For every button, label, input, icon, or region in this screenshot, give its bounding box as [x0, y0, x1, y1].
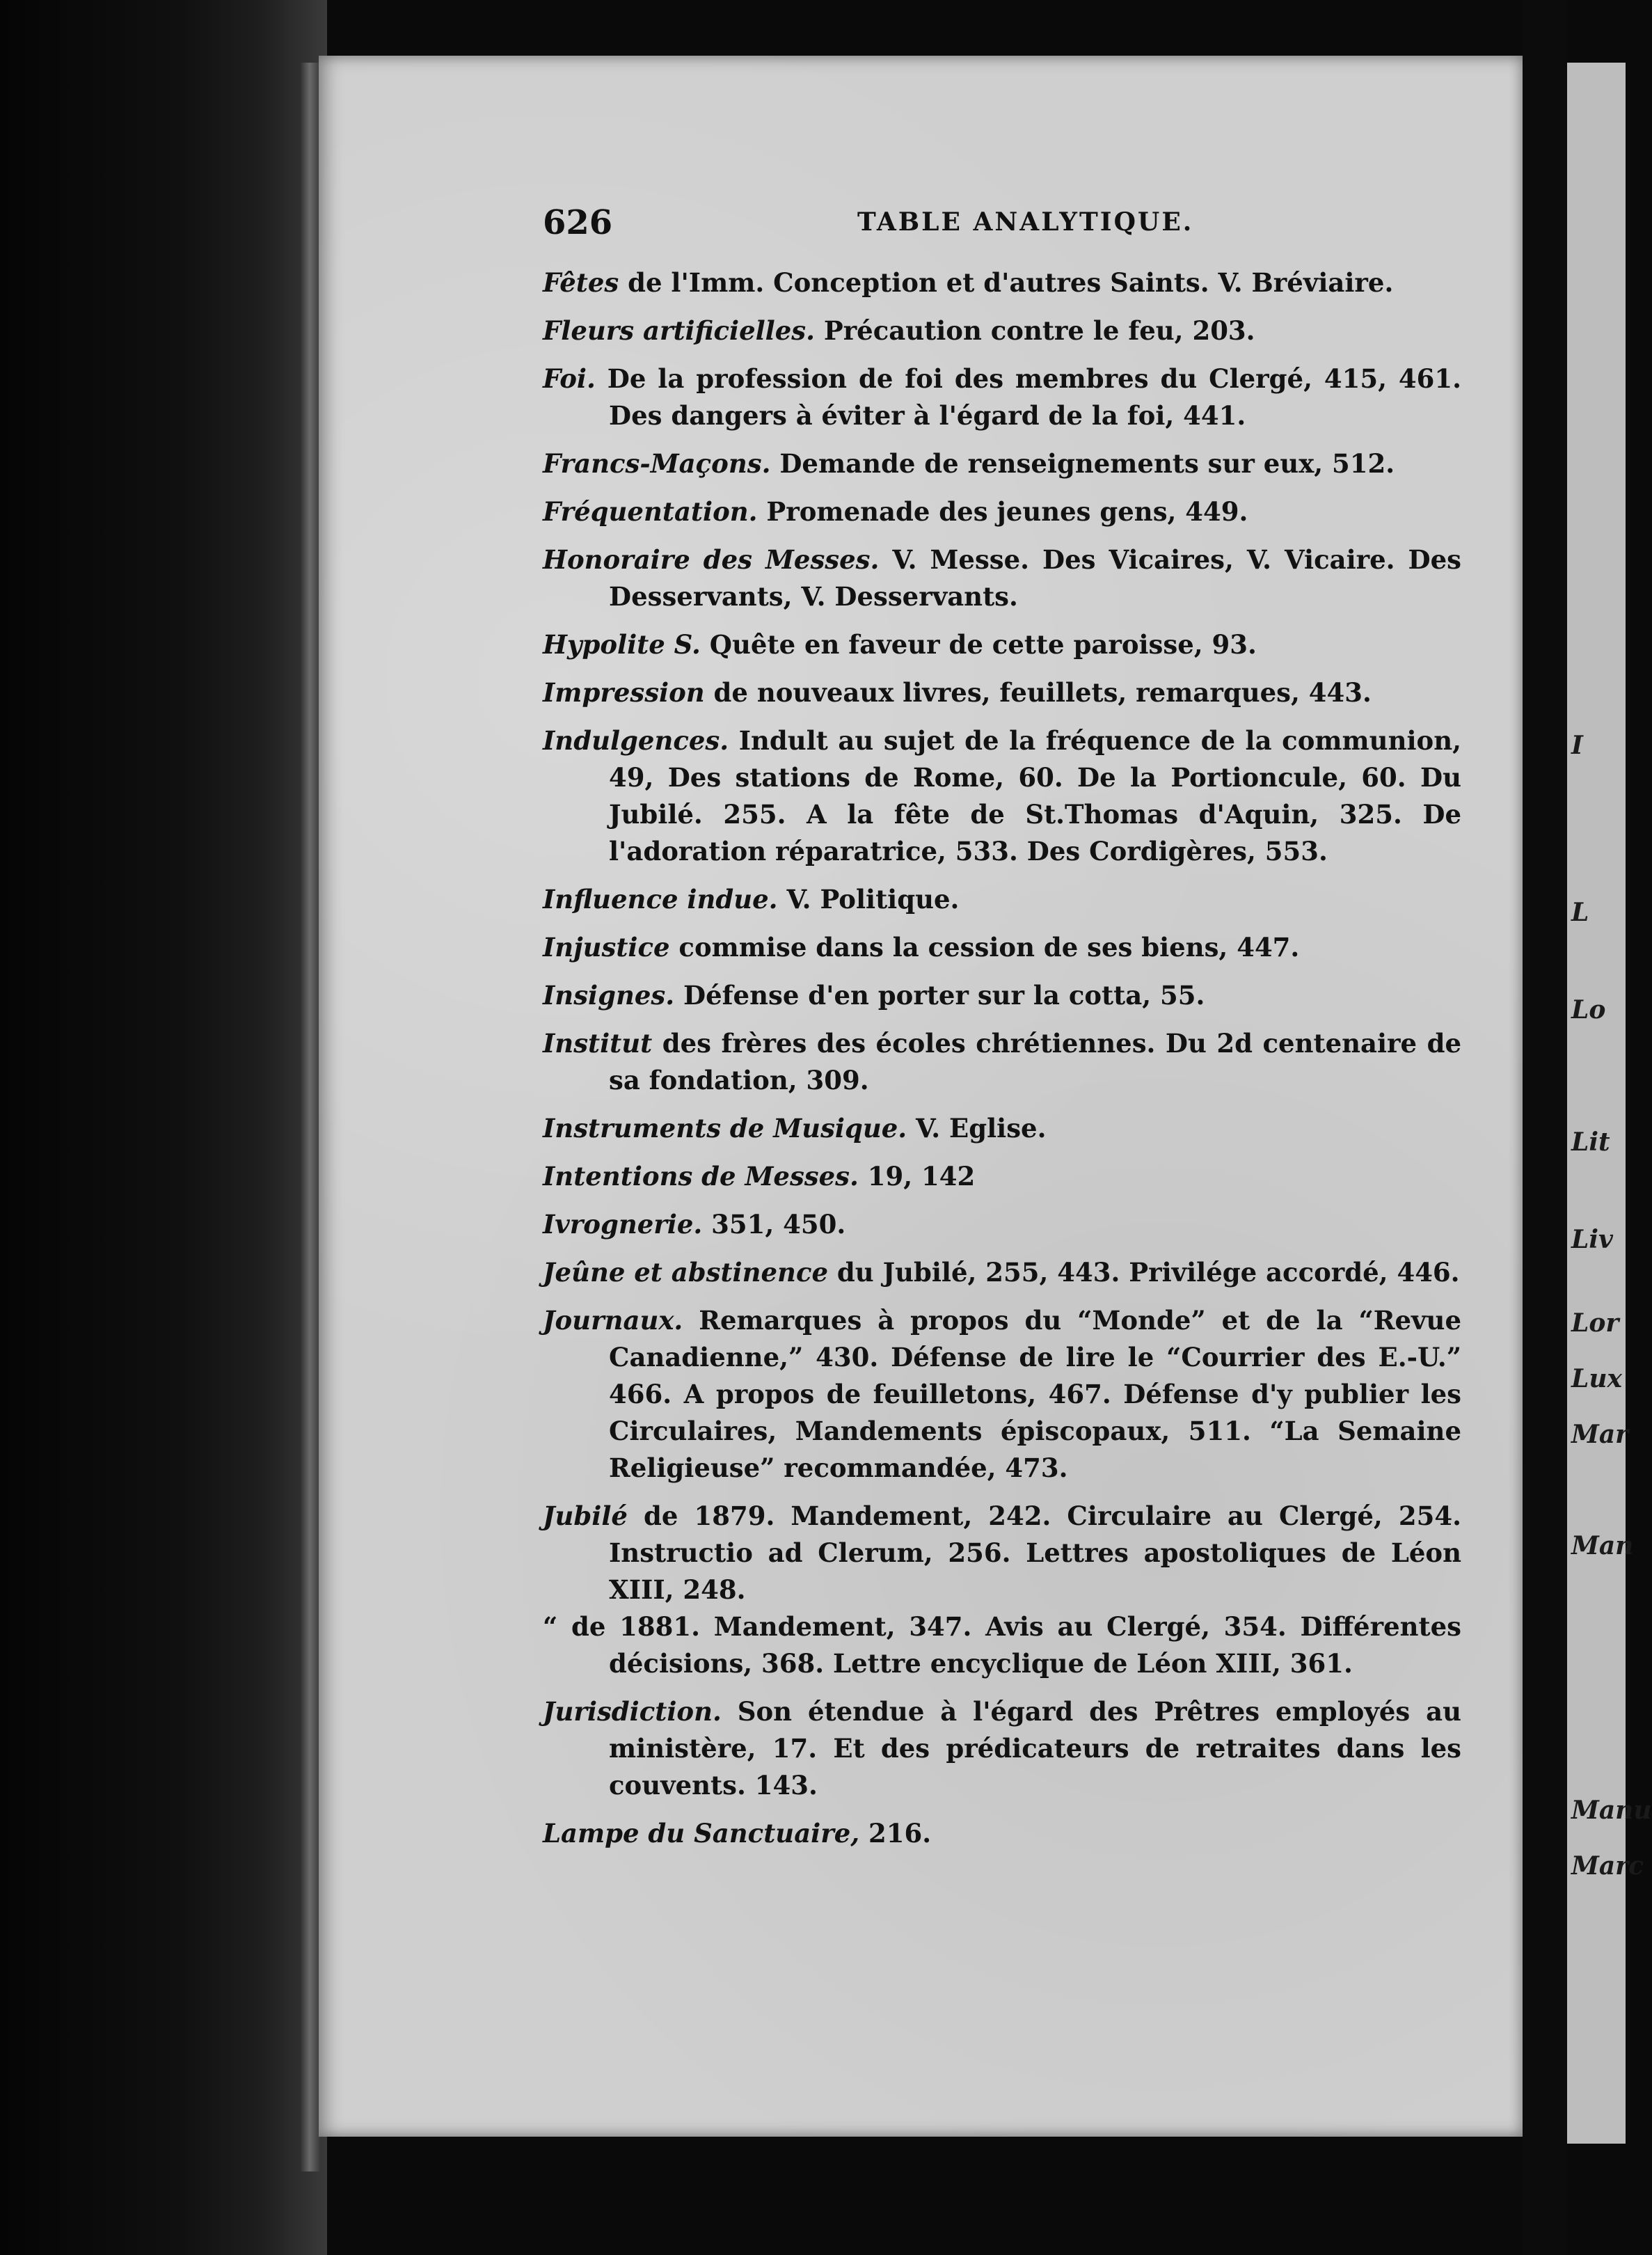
entry-text: Demande de renseignements sur eux, 512.: [770, 448, 1395, 479]
facing-page-fragment: Lit: [1571, 1128, 1610, 1157]
index-entry: [543, 1302, 1461, 1487]
entry-text: de l'Imm. Conception et d'autres Saints. V. Bréviaire.: [619, 267, 1394, 298]
entry-heading: Lampe du Sanctuaire,: [543, 1818, 860, 1849]
entry-subentry: “ de 1881. Mandement, 347. Avis au Clergé, 354. Différentes décisions, 368. Lettre encyclique de Léon XIII, 361.: [543, 1611, 1461, 1679]
index-entry: [543, 977, 1461, 1014]
entry-heading: Influence indue.: [543, 884, 778, 915]
entry-text: 351, 450.: [702, 1209, 846, 1240]
index-entry: [543, 1693, 1461, 1804]
entry-text: 19, 142: [858, 1161, 976, 1192]
entry-heading: Indulgences.: [543, 725, 729, 756]
index-entry: [543, 1254, 1461, 1291]
entry-heading: Foi.: [543, 363, 596, 394]
index-entry: [543, 1498, 1461, 1682]
left-binding-shadow: [0, 0, 327, 2255]
facing-page-fragment: Marc: [1571, 1851, 1644, 1881]
facing-page-fragment: Manu: [1571, 1796, 1652, 1825]
entry-text: De la profession de foi des membres du Clergé, 415, 461. Des dangers à éviter à l'égard de la foi, 441.: [595, 363, 1461, 431]
entry-text: Indult au sujet de la fréquence de la communion, 49, Des stations de Rome, 60. De la Portioncule, 60. Du Jubilé. 255. A la fête de St.Thomas d'Aquin, 325. De l'adoration réparatrice, 533. Des Cordigères, 553.: [609, 725, 1461, 867]
entry-text: Précaution contre le feu, 203.: [814, 315, 1255, 346]
facing-page-fragment: Liv: [1571, 1225, 1613, 1254]
entry-heading: Fêtes: [543, 267, 619, 298]
facing-page-fragment: Man: [1571, 1531, 1634, 1560]
entry-heading: Fleurs artificielles.: [543, 315, 815, 346]
entry-heading: Hypolite S.: [543, 629, 701, 660]
index-entries: [543, 264, 1461, 1863]
page-number: 626: [543, 203, 613, 242]
entry-text: V. Politique.: [777, 884, 960, 915]
facing-page-fragment: I: [1571, 731, 1583, 760]
index-entry: [543, 541, 1461, 615]
entry-heading: Jubilé: [543, 1501, 628, 1531]
facing-page-fragment: Lor: [1571, 1308, 1619, 1338]
entry-heading: Francs-Maçons.: [543, 448, 771, 479]
facing-page-fragment: Lo: [1571, 995, 1606, 1024]
facing-page-fragment: L: [1571, 898, 1589, 927]
index-entry: [543, 445, 1461, 482]
entry-heading: Impression: [543, 677, 705, 708]
entry-heading: Instruments de Musique.: [543, 1113, 907, 1144]
page-edge-strip: [299, 63, 320, 2171]
entry-text: Remarques à propos du “Monde” et de la “Revue Canadienne,” 430. Défense de lire le “Courrier des E.-U.” 466. A propos de feuilletons, 467. Défense d'y publier les Circulaires, Mandements épiscopaux, 511. “La Semaine Religieuse” recommandée, 473.: [609, 1305, 1461, 1483]
index-entry: [543, 722, 1461, 870]
index-entry: [543, 1158, 1461, 1195]
entry-text: de 1879. Mandement, 242. Circulaire au Clergé, 254. Instructio ad Clerum, 256. Lettres apostoliques de Léon XIII, 248.: [609, 1501, 1461, 1605]
index-entry: [543, 361, 1461, 434]
entry-heading: Honoraire des Messes.: [543, 544, 880, 575]
facing-page-edge: [1567, 63, 1652, 2144]
facing-page-fragment: Lux: [1571, 1364, 1622, 1393]
index-entry: [543, 1815, 1461, 1852]
index-entry: [543, 929, 1461, 966]
index-entry: [543, 881, 1461, 918]
index-entry: [543, 1110, 1461, 1147]
index-entry: [543, 264, 1461, 301]
index-entry: [543, 1206, 1461, 1243]
entry-text: Promenade des jeunes gens, 449.: [757, 496, 1248, 527]
entry-text: V. Messe. Des Vicaires, V. Vicaire. Des Desservants, V. Desservants.: [609, 544, 1461, 612]
running-title: TABLE ANALYTIQUE.: [857, 207, 1194, 237]
entry-heading: Fréquentation.: [543, 496, 758, 527]
entry-text: Son étendue à l'égard des Prêtres employés au ministère, 17. Et des prédicateurs de retraites dans les couvents. 143.: [609, 1696, 1461, 1801]
entry-text: des frères des écoles chrétiennes. Du 2d centenaire de sa fondation, 309.: [609, 1028, 1461, 1095]
entry-text: 216.: [859, 1818, 932, 1849]
entry-text: du Jubilé, 255, 443. Privilége accordé, 446.: [828, 1257, 1460, 1288]
entry-heading: Jeûne et abstinence: [543, 1257, 829, 1288]
entry-heading: Ivrognerie.: [543, 1209, 703, 1240]
entry-heading: Injustice: [543, 932, 670, 963]
entry-heading: Institut: [543, 1028, 653, 1059]
entry-heading: Journaux.: [543, 1305, 683, 1336]
entry-text: V. Eglise.: [907, 1113, 1047, 1144]
index-entry: [543, 312, 1461, 349]
page-gutter: [1523, 0, 1567, 2255]
entry-heading: Intentions de Messes.: [543, 1161, 859, 1192]
index-entry: [543, 674, 1461, 711]
index-entry: [543, 493, 1461, 530]
facing-page-fragment: Mar: [1571, 1420, 1629, 1449]
index-entry: [543, 1025, 1461, 1099]
entry-heading: Insignes.: [543, 980, 675, 1011]
entry-text: Quête en faveur de cette paroisse, 93.: [700, 629, 1257, 660]
entry-heading: Jurisdiction.: [543, 1696, 722, 1727]
entry-text: de nouveaux livres, feuillets, remarques, 443.: [704, 677, 1372, 708]
entry-text: Défense d'en porter sur la cotta, 55.: [674, 980, 1205, 1011]
index-entry: [543, 626, 1461, 663]
entry-text: commise dans la cession de ses biens, 447.: [669, 932, 1300, 963]
